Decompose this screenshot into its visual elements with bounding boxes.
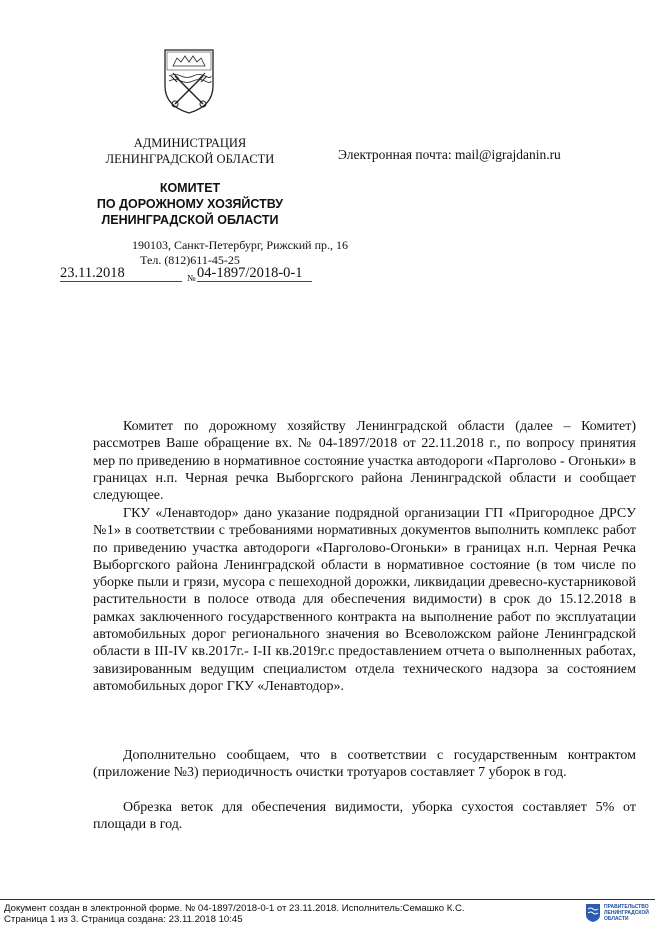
government-logo-text: ПРАВИТЕЛЬСТВО ЛЕНИНГРАДСКОЙ ОБЛАСТИ bbox=[604, 904, 649, 922]
footer-divider bbox=[0, 899, 655, 900]
administration-line-1: АДМИНИСТРАЦИЯ bbox=[133, 136, 247, 150]
body-paragraph-2: ГКУ «Ленавтодор» дано указание подрядной организации ГП «Пригородное ДРСУ №1» в соответствии с требованиями нормативных документов выполнить комплекс работ по приведению участка автодороги «Парголово-Огоньки» в границах н.п. Черная Речка Выборгского района Ленинградской области в нормативное состояние (в том числе по уборке пыли и грязи, мусора с пешеходной дорожки, ликвидации древесно-кустарниковой растительности в полосе отвода для обеспечения видимости) в срок до 15.12.2018 в рамках заключенного государственного контракта на выполнение работ по эксплуатации автомобильных дорог регионального значения во Всеволожском районе Ленинградской области в III-IV кв.2017г.- I-II кв.2019г.с предоставлением отчета о выполненных работах, завизированным ведущим специалистом отдела технического надзора за состоянием автомобильных дорог ГКУ «Ленавтодор». bbox=[93, 506, 636, 694]
document-number: 04-1897/2018-0-1 bbox=[197, 265, 312, 282]
committee-address: 190103, Санкт-Петербург, Рижский пр., 16 bbox=[131, 238, 349, 252]
government-logo bbox=[585, 903, 649, 925]
body-paragraph-1: Комитет по дорожному хозяйству Ленинградской области (далее – Комитет) рассмотрев Ваше обращение вх. № 04-1897/2018 от 22.11.2018 г., по вопросу принятия мер по приведению в нормативное состояние участка автодороги «Парголово - Огоньки» в границах н.п. Черная речка Выборгского района Ленинградской области и сообщает следующее. bbox=[93, 419, 636, 504]
document-date: 23.11.2018 bbox=[60, 265, 182, 282]
body-paragraph-3: Дополнительно сообщаем, что в соответствии с государственным контрактом (приложение №3) периодичность очистки тротуаров составляет 7 уборок в год. bbox=[93, 748, 636, 781]
body-paragraph-4: Обрезка веток для обеспечения видимости, уборка сухостоя составляет 5% от площади в год. bbox=[93, 800, 636, 833]
committee-line-3: ЛЕНИНГРАДСКОЙ ОБЛАСТИ bbox=[101, 213, 279, 227]
committee-line-2: ПО ДОРОЖНОМУ ХОЗЯЙСТВУ bbox=[96, 197, 284, 211]
recipient-email: Электронная почта: mail@igrajdanin.ru bbox=[338, 147, 561, 162]
number-sign: № bbox=[187, 273, 196, 283]
government-flag-icon bbox=[585, 903, 601, 923]
committee-line-1: КОМИТЕТ bbox=[159, 181, 221, 195]
footer-line-2: Страница 1 из 3. Страница создана: 23.11.2018 10:45 bbox=[4, 914, 243, 925]
coat-of-arms-emblem bbox=[161, 46, 217, 116]
footer-line-1: Документ создан в электронной форме. № 04-1897/2018-0-1 от 23.11.2018. Исполнитель:Семашко К.С. bbox=[4, 903, 465, 914]
administration-line-2: ЛЕНИНГРАДСКОЙ ОБЛАСТИ bbox=[105, 152, 275, 166]
committee-phone: Тел. (812)611-45-25 bbox=[140, 253, 240, 267]
